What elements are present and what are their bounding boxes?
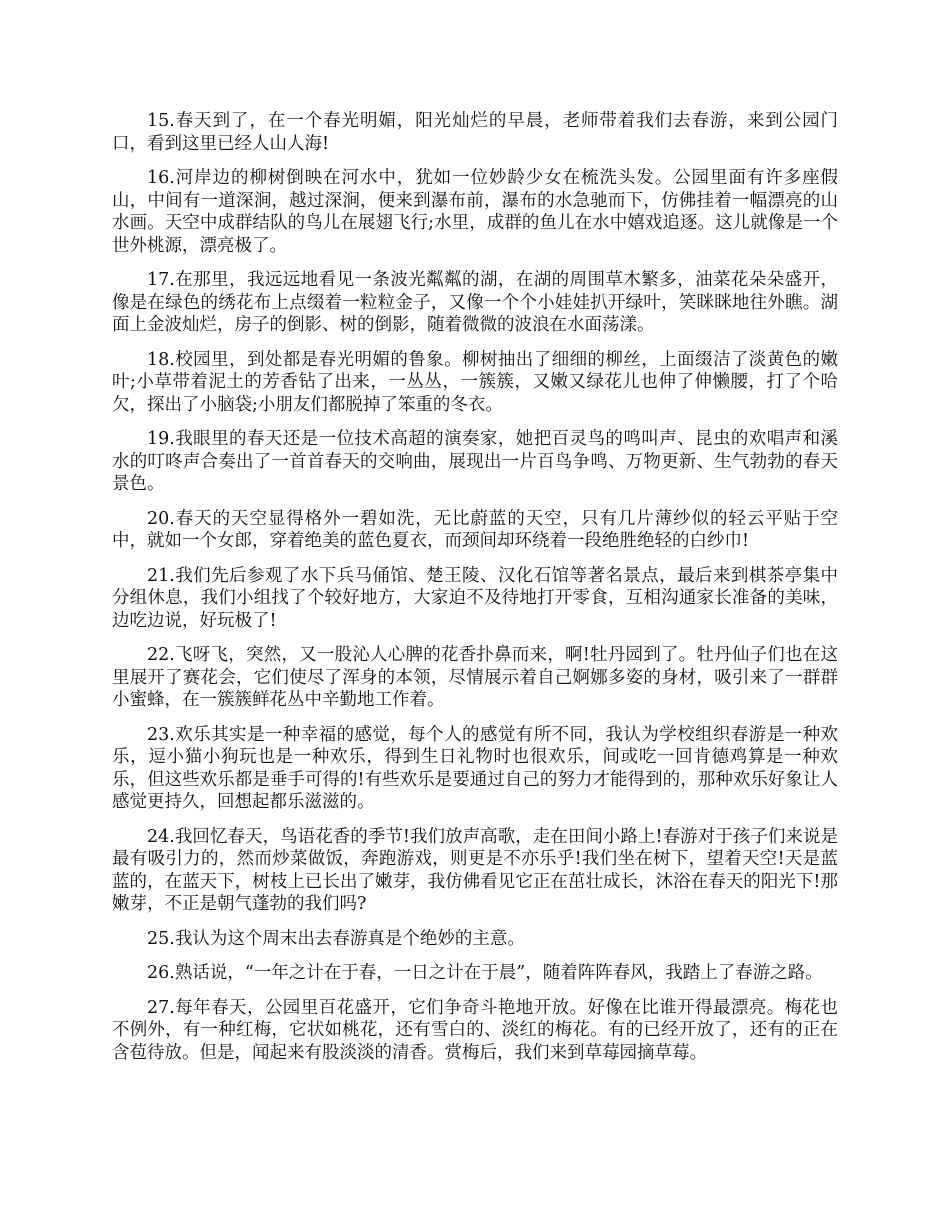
paragraph-21: 21.我们先后参观了水下兵马俑馆、楚王陵、汉化石馆等著名景点，最后来到棋茶亭集中分组休息，我们小组找了个较好地方，大家迫不及待地打开零食，互相沟通家长准备的美味，边吃边说，好玩极了! [112,565,838,631]
paragraph-19: 19.我眼里的春天还是一位技术高超的演奏家，她把百灵鸟的鸣叫声、昆虫的欢唱声和溪水的叮咚声合奏出了一首首春天的交响曲，展现出一片百鸟争鸣、万物更新、生气勃勃的春天景色。 [112,429,838,494]
paragraph-15: 15.春天到了，在一个春光明媚，阳光灿烂的早晨，老师带着我们去春游，来到公园门口，看到这里已经人山人海! [112,111,838,154]
paragraph-20: 20.春天的天空显得格外一碧如洗，无比蔚蓝的天空，只有几片薄纱似的轻云平贴于空中，就如一个女郎，穿着绝美的蓝色夏衣，而颈间却环绕着一段绝胜绝轻的白纱巾! [112,508,838,551]
document-body [112,110,838,1076]
paragraph-18: 18.校园里，到处都是春光明媚的鲁象。柳树抽出了细细的柳丝，上面缀洁了淡黄色的嫩叶;小草带着泥土的芳香钻了出来，一丛丛，一簇簇，又嫩又绿花儿也伸了伸懒腰，打了个哈欠，探出了小脑袋;小朋友们都脱掉了笨重的冬衣。 [112,349,838,415]
paragraph-16: 16.河岸边的柳树倒映在河水中，犹如一位妙龄少女在梳洗头发。公园里面有许多座假山，中间有一道深涧，越过深涧，便来到瀑布前，瀑布的水急驰而下，仿佛挂着一幅漂亮的山水画。天空中成群结队的鸟儿在展翅飞行;水里，成群的鱼儿在水中嬉戏追逐。这儿就像是一个世外桃源，漂亮极了。 [112,168,838,256]
paragraph-22: 22.飞呀飞，突然，又一股沁人心脾的花香扑鼻而来，啊!牡丹园到了。牡丹仙子们也在这里展开了赛花会，它们使尽了浑身的本领，尽情展示着自己婀娜多姿的身材，吸引来了一群群小蜜蜂，在一簇簇鲜花丛中辛勤地工作着。 [112,645,838,710]
paragraph-25: 25.我认为这个周末出去春游真是个绝妙的主意。 [147,928,525,949]
paragraph-26: 26.熟话说，“一年之计在于春，一日之计在于晨”，随着阵阵春风，我踏上了春游之路。 [147,963,823,983]
paragraph-24: 24.我回忆春天，鸟语花香的季节!我们放声高歌，走在田间小路上!春游对于孩子们来说是最有吸引力的，然而炒菜做饭，奔跑游戏，则更是不亦乐乎!我们坐在树下，望着天空!天是蓝蓝的，在蓝天下，树枝上已长出了嫩芽，我仿佛看见它正在茁壮成长，沐浴在春天的阳光下!那嫩芽，不正是朝气蓬勃的我们吗? [112,826,838,914]
paragraph-17: 17.在那里，我远远地看见一条波光粼粼的湖，在湖的周围草木繁多，油菜花朵朵盛开，像是在绿色的绣花布上点缀着一粒粒金子，又像一个个小娃娃扒开绿叶，笑眯眯地往外瞧。湖面上金波灿烂，房子的倒影、树的倒影，随着微微的波浪在水面荡漾。 [112,270,838,335]
paragraph-23: 23.欢乐其实是一种幸福的感觉，每个人的感觉有所不同，我认为学校组织春游是一种欢乐，逗小猫小狗玩也是一种欢乐，得到生日礼物时也很欢乐，间或吃一回肯德鸡算是一种欢乐，但这些欢乐都是垂手可得的!有些欢乐是要通过自己的努力才能得到的，那种欢乐好象让人感觉更持久，回想起都乐滋滋的。 [112,724,838,812]
paragraph-27: 27.每年春天，公园里百花盛开，它们争奇斗艳地开放。好像在比谁开得最漂亮。梅花也不例外，有一种红梅，它状如桃花，还有雪白的、淡红的梅花。有的已经开放了，还有的正在含苞待放。但是，闻起来有股淡淡的清香。赏梅后，我们来到草莓园摘草莓。 [112,997,838,1063]
